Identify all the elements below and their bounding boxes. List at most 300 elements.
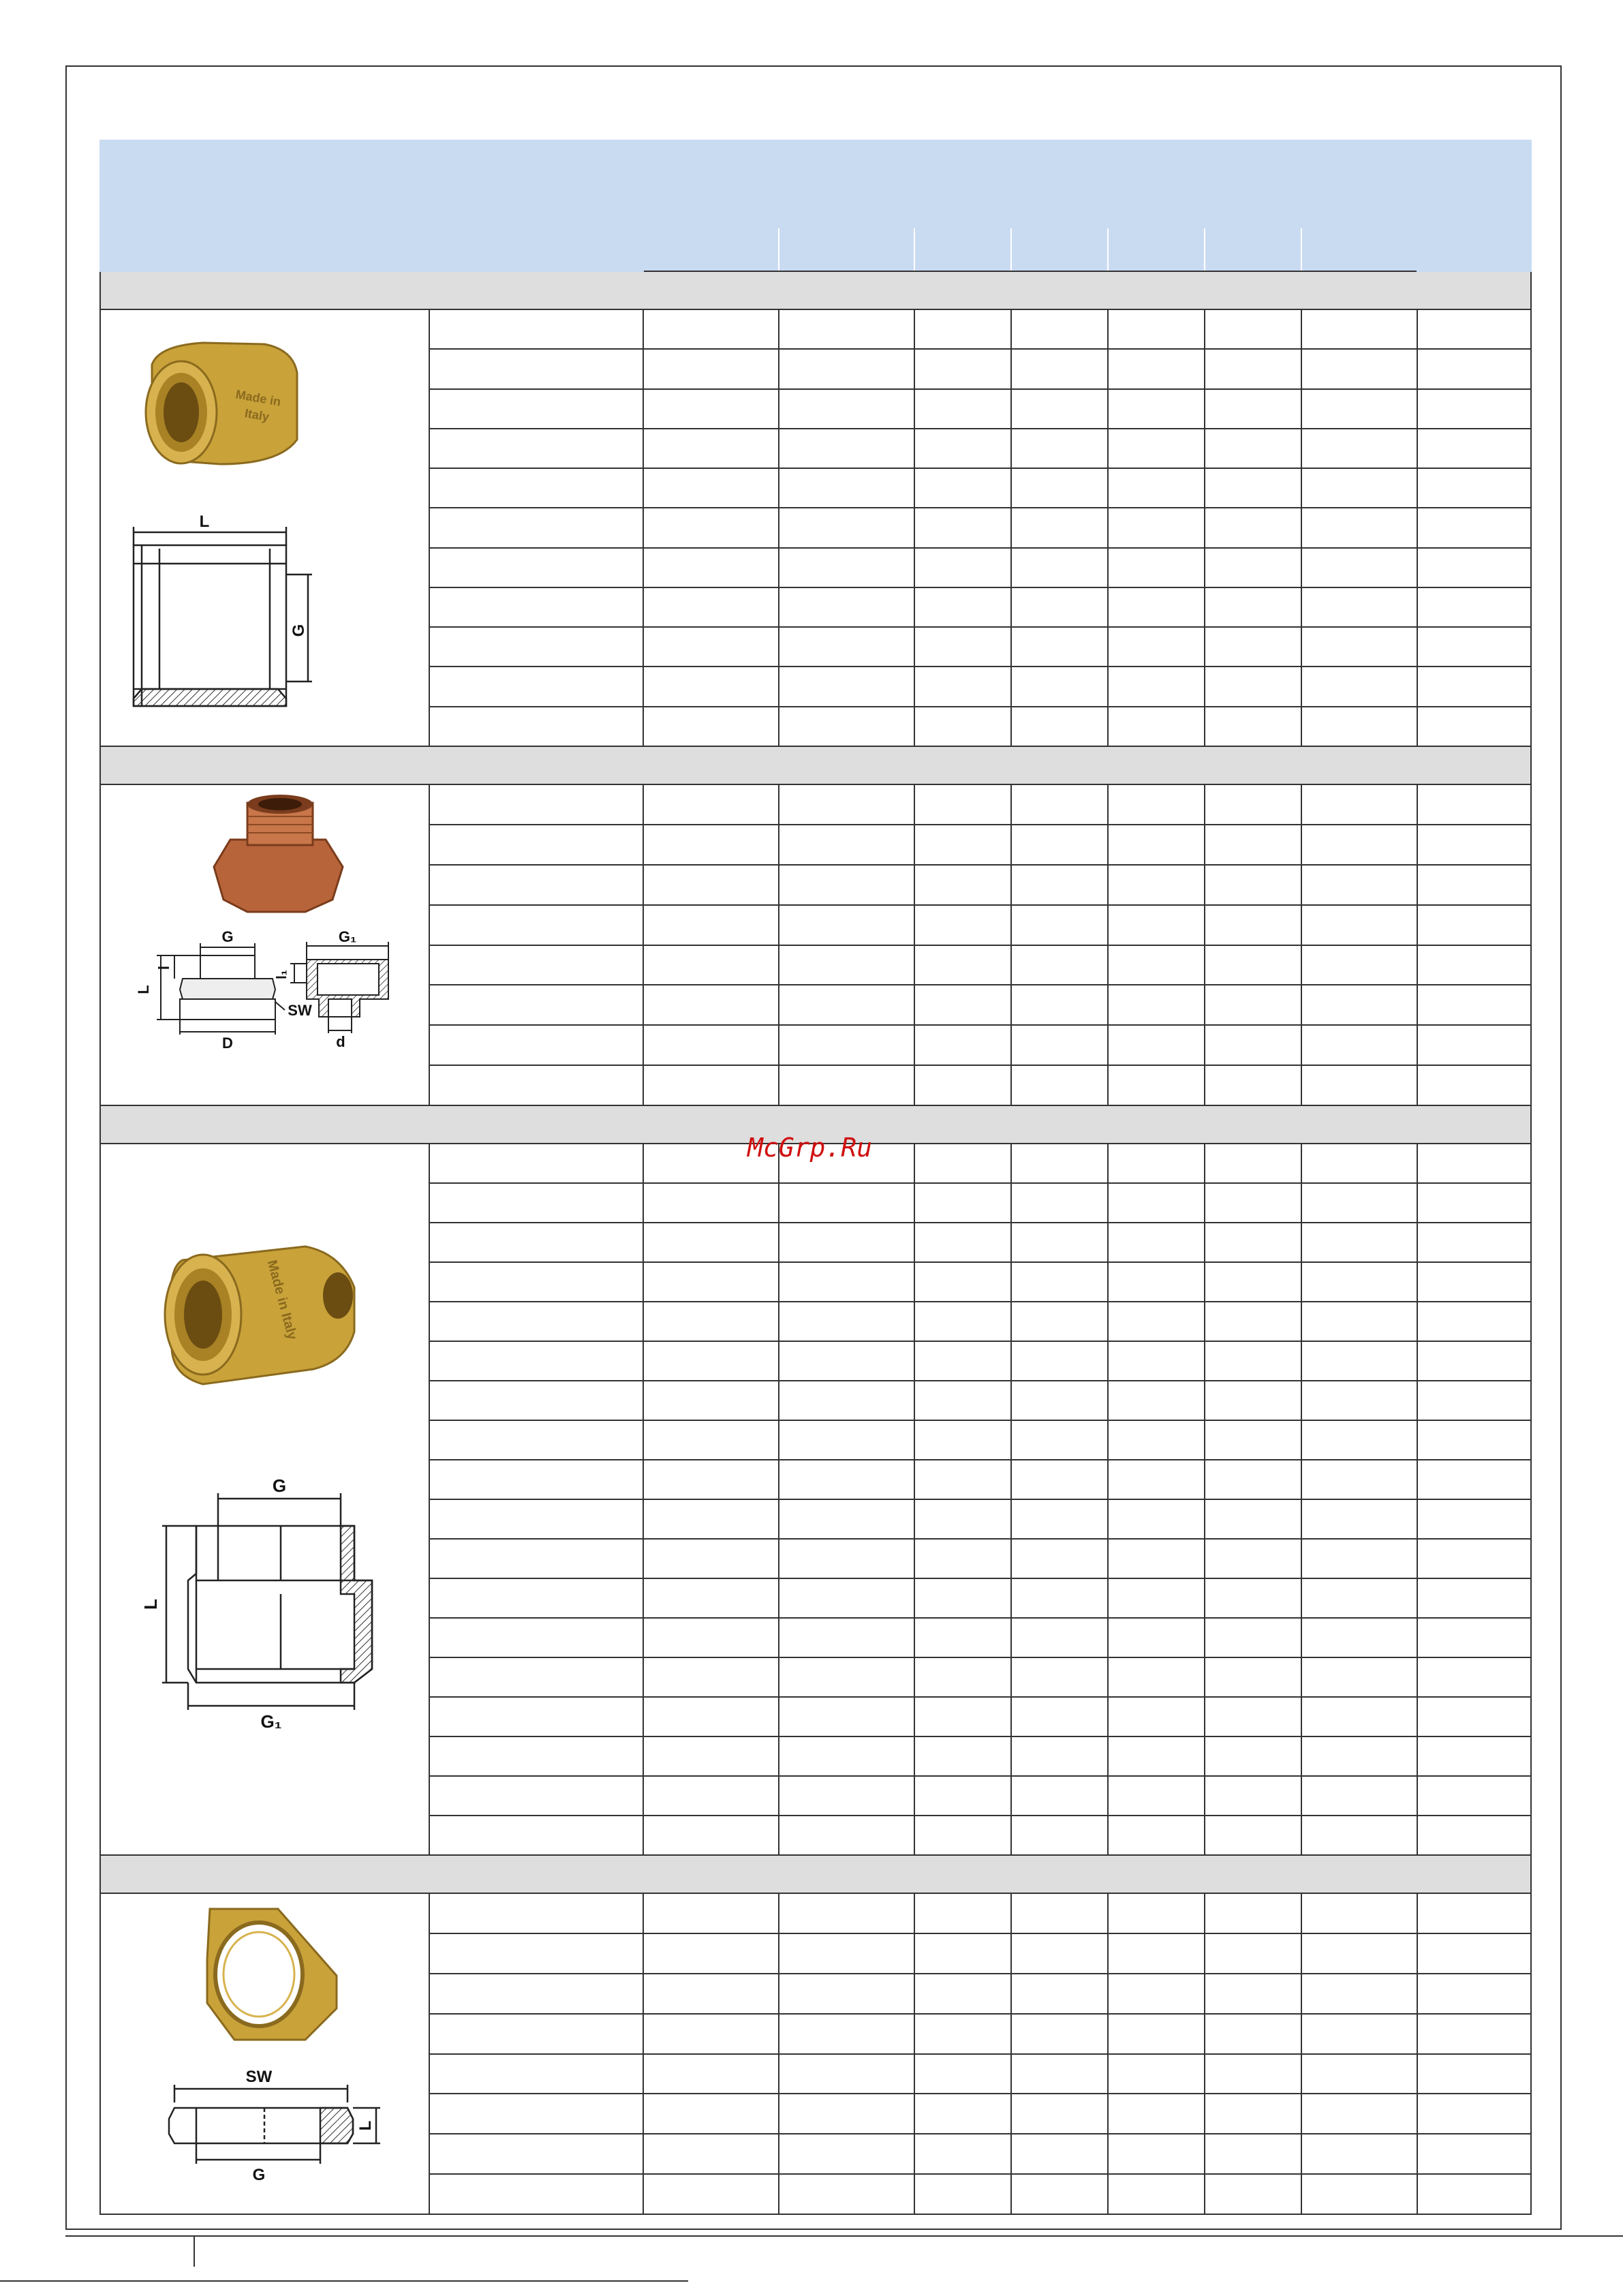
table-cell [914,707,1011,746]
table-cell [1205,945,1301,985]
table-cell [1108,1933,1205,1974]
table-cell [1417,1933,1531,1974]
table-cell [1417,2174,1531,2214]
section-title [100,271,1531,309]
table-cell [1205,667,1301,706]
dim-G: G [290,624,308,637]
lock-nut-photo [207,1909,337,2040]
table-cell [1417,784,1531,825]
table-cell [1205,1302,1301,1341]
table-cell [1205,1341,1301,1381]
table-cell [1205,468,1301,508]
table-cell [779,429,914,468]
table-cell [1417,627,1531,667]
table-cell [643,667,779,706]
table-cell [779,985,914,1025]
table-cell [643,1223,779,1262]
table-cell [429,1262,643,1302]
table-cell [1108,2054,1205,2094]
table-cell [1417,468,1531,508]
table-cell [1301,1223,1417,1262]
table-cell [643,627,779,667]
table-cell [429,1499,643,1539]
dim-d: d [336,1033,345,1050]
table-cell [914,1618,1011,1657]
table-cell [1301,2054,1417,2094]
dim-SW: SW [245,2068,273,2086]
table-cell [643,1420,779,1460]
table-cell [429,1618,643,1657]
section-title [100,746,1531,784]
table-cell [1011,429,1108,468]
table-cell [429,627,643,667]
table-cell [1108,1420,1205,1460]
table-cell [1011,2134,1108,2174]
table-cell [429,1223,643,1262]
table-cell [1417,587,1531,627]
table-cell [429,1893,643,1933]
table-cell [1108,1262,1205,1302]
table-cell [1417,508,1531,547]
table-cell [1417,865,1531,905]
table-cell [779,508,914,547]
table-cell [1011,2014,1108,2054]
table-cell [1011,389,1108,429]
table-cell [429,389,643,429]
table-cell [1205,627,1301,667]
table-cell [1108,309,1205,349]
table-cell [1417,349,1531,388]
table-cell [779,2014,914,2054]
table-cell [429,985,643,1025]
header-sub-d3 [1108,228,1205,271]
reducer-photo [165,1246,354,1384]
table-cell [1011,865,1108,905]
table-cell [1301,1499,1417,1539]
table-cell [643,1341,779,1381]
table-cell [1301,2174,1417,2214]
table-cell [643,2174,779,2214]
table-cell [779,945,914,985]
table-cell [1011,1341,1108,1381]
table-cell [1417,2134,1531,2174]
table-cell [1205,429,1301,468]
table-cell [1301,1974,1417,2014]
table-cell [429,1697,643,1736]
table-cell [1301,667,1417,706]
table-cell [1417,1183,1531,1223]
table-cell [914,1776,1011,1816]
table-cell [1108,1065,1205,1105]
coupling-section-view [134,527,312,706]
table-cell [779,1499,914,1539]
section-header-row [100,271,1531,309]
table-cell [779,1539,914,1578]
table-row [100,784,1531,825]
table-cell [1301,1657,1417,1697]
table-cell [1011,1974,1108,2014]
table-cell [779,1893,914,1933]
table-cell [1417,1223,1531,1262]
table-cell [1301,2014,1417,2054]
table-cell [643,1974,779,2014]
table-cell [1417,1578,1531,1618]
table-cell [914,865,1011,905]
dim-L: L [135,985,152,994]
reducer-drawing [101,1144,430,1850]
table-cell [779,1578,914,1618]
table-cell [914,309,1011,349]
header-product [100,140,429,271]
table-cell [914,627,1011,667]
table-cell [1011,1025,1108,1065]
table-cell [1205,1578,1301,1618]
table-cell [1108,1183,1205,1223]
table-cell [429,1341,643,1381]
table-cell [1301,985,1417,1025]
table-cell [429,1065,643,1105]
table-cell [1011,627,1108,667]
product-image-cell [100,784,429,1105]
table-cell [1205,508,1301,547]
table-cell [914,1381,1011,1420]
table-cell [1205,1223,1301,1262]
table-cell [779,548,914,587]
table-cell [914,905,1011,945]
table-cell [643,1539,779,1578]
table-cell [1417,1302,1531,1341]
table-cell [1301,1460,1417,1499]
watermark: McGrp.Ru [747,1133,873,1163]
table-cell [429,2014,643,2054]
table-cell [643,1618,779,1657]
table-cell [1011,1183,1108,1223]
table-cell [1108,429,1205,468]
table-cell [1011,985,1108,1025]
table-cell [1301,784,1417,825]
reducer-section-view [162,1493,372,1710]
table-cell [779,2094,914,2134]
table-cell [1011,2174,1108,2214]
table-cell [914,548,1011,587]
table-cell [1301,707,1417,746]
table-cell [429,2174,643,2214]
table-cell [914,1144,1011,1183]
table-cell [1011,1618,1108,1657]
table-cell [1417,1893,1531,1933]
table-cell [1417,1381,1531,1420]
table-cell [1011,1302,1108,1341]
table-cell [1417,429,1531,468]
table-cell [1108,905,1205,945]
table-cell [643,1893,779,1933]
table-cell [1205,1144,1301,1183]
table-cell [1011,587,1108,627]
table-cell [779,309,914,349]
table-cell [1108,627,1205,667]
table-cell [779,1381,914,1420]
table-cell [1108,1460,1205,1499]
table-cell [1108,508,1205,547]
table-cell [1417,1974,1531,2014]
table-cell [1301,1816,1417,1855]
table-cell [1011,548,1108,587]
table-cell [914,2014,1011,2054]
table-cell [643,1262,779,1302]
table-cell [914,2054,1011,2094]
dim-G: G [272,1475,287,1496]
table-cell [1205,1539,1301,1578]
table-cell [1417,945,1531,985]
table-cell [1417,1618,1531,1657]
table-cell [1417,1499,1531,1539]
table-cell [1301,1025,1417,1065]
table-cell [643,985,779,1025]
table-cell [779,1025,914,1065]
table-cell [1011,349,1108,388]
table-cell [1108,1578,1205,1618]
dim-G: G [221,928,234,945]
table-cell [429,1381,643,1420]
table-cell [643,468,779,508]
table-cell [1108,784,1205,825]
table-cell [1205,1893,1301,1933]
table-cell [1417,1025,1531,1065]
table-cell [779,667,914,706]
table-cell [1205,1657,1301,1697]
table-cell [779,2054,914,2094]
table-cell [643,429,779,468]
table-cell [1301,865,1417,905]
table-cell [1301,548,1417,587]
table-cell [1301,309,1417,349]
table-cell [1108,1736,1205,1776]
stamp-line-1: Made in [234,387,282,409]
table-cell [1205,784,1301,825]
table-cell [1301,1341,1417,1381]
dim-l1: l₁ [275,970,290,979]
table-cell [1205,1381,1301,1420]
table-cell [1417,985,1531,1025]
table-cell [1205,1499,1301,1539]
table-cell [914,508,1011,547]
table-cell [1417,1657,1531,1697]
header-thread-group [643,140,914,228]
table-cell [914,389,1011,429]
table-cell [1417,707,1531,746]
table-cell [1011,1933,1108,1974]
table-cell [1108,1776,1205,1816]
table-cell [1108,825,1205,865]
table-cell [1205,1974,1301,2014]
hex-nipple-views [157,942,388,1035]
table-cell [1205,707,1301,746]
table-cell [643,1499,779,1539]
table-cell [643,2094,779,2134]
table-cell [1205,1262,1301,1302]
table-cell [914,587,1011,627]
table-cell [1301,1697,1417,1736]
header-sub-d1 [914,228,1011,271]
section-header-row [100,1855,1531,1893]
table-cell [1108,707,1205,746]
table-cell [643,587,779,627]
table-cell [643,784,779,825]
table-cell [779,1697,914,1736]
table-cell [429,707,643,746]
table-cell [779,1974,914,2014]
table-cell [1205,2174,1301,2214]
table-cell [1205,389,1301,429]
table-cell [779,1183,914,1223]
table-cell [914,945,1011,985]
table-cell [1108,1302,1205,1341]
table-cell [779,1262,914,1302]
table-cell [914,1025,1011,1065]
table-cell [1108,548,1205,587]
table-cell [1011,1420,1108,1460]
table-cell [1108,1974,1205,2014]
table-cell [914,1933,1011,1974]
table-cell [643,1816,779,1855]
table-cell [1417,309,1531,349]
table-cell [1011,1499,1108,1539]
table-cell [1301,905,1417,945]
table-cell [1011,1381,1108,1420]
table-cell [429,468,643,508]
table-cell [429,508,643,547]
table-cell [1011,1578,1108,1618]
table-cell [1205,1460,1301,1499]
table-cell [1108,1816,1205,1855]
table-cell [643,905,779,945]
table-cell [779,389,914,429]
table-cell [429,1736,643,1776]
table-cell [643,349,779,388]
table-cell [779,707,914,746]
table-cell [1011,1144,1108,1183]
table-cell [1417,1262,1531,1302]
table-cell [1301,1933,1417,1974]
table-cell [429,2094,643,2134]
table-cell [1205,1697,1301,1736]
table-cell [643,2014,779,2054]
table-cell [779,784,914,825]
table-cell [914,468,1011,508]
table-cell [1205,865,1301,905]
table-cell [1301,587,1417,627]
table-cell [1417,2094,1531,2134]
table-cell [643,309,779,349]
table-cell [779,825,914,865]
table-cell [779,1460,914,1499]
table-cell [779,2174,914,2214]
table-cell [1301,1776,1417,1816]
table-cell [914,1302,1011,1341]
table-cell [643,865,779,905]
table-cell [1301,1183,1417,1223]
table-cell [1301,1302,1417,1341]
dim-L: L [199,512,210,531]
table-cell [1011,1223,1108,1262]
table-cell [1011,707,1108,746]
table-cell [1011,2094,1108,2134]
table-cell [1205,309,1301,349]
table-cell [914,1539,1011,1578]
table-cell [1301,2094,1417,2134]
table-cell [1011,667,1108,706]
table-cell [779,1341,914,1381]
table-cell [1301,1381,1417,1420]
footer-rule [195,2235,1623,2237]
table-cell [914,1736,1011,1776]
table-cell [1205,1933,1301,1974]
header-code [429,140,643,271]
table-cell [1301,1262,1417,1302]
table-cell [1108,667,1205,706]
table-cell [914,1420,1011,1460]
table-cell [1205,1816,1301,1855]
table-body [100,271,1531,2214]
table-cell [1108,587,1205,627]
table-cell [914,1816,1011,1855]
table-cell [1011,1262,1108,1302]
table-cell [1301,1736,1417,1776]
table-cell [914,1460,1011,1499]
table-cell [429,1776,643,1816]
table-cell [779,468,914,508]
header-sub-g [643,228,779,271]
table-cell [429,784,643,825]
table-cell [779,1736,914,1776]
table-cell [914,1893,1011,1933]
table-cell [1108,985,1205,1025]
table-cell [429,1578,643,1618]
table-cell [1301,389,1417,429]
dim-G1: G₁ [338,928,357,945]
table-cell [1108,1341,1205,1381]
hex-nipple-drawing [101,785,430,1100]
table-cell [1108,1381,1205,1420]
table-cell [429,1933,643,1974]
table-cell [1011,1065,1108,1105]
dim-SW: SW [288,1002,312,1019]
bottom-rule [0,2280,688,2282]
table-cell [1108,1223,1205,1262]
table-cell [914,985,1011,1025]
table-cell [1205,825,1301,865]
header-sub-d2 [1011,228,1108,271]
table-cell [914,667,1011,706]
table-cell [779,627,914,667]
stamp: Made in Italy [264,1258,300,1342]
footer-tab [65,2235,195,2267]
table-cell [914,349,1011,388]
table-cell [1108,1025,1205,1065]
table-cell [1205,2134,1301,2174]
table-cell [643,945,779,985]
table-cell [1417,1736,1531,1776]
coupling-photo [146,343,297,464]
table-cell [1108,2134,1205,2174]
table-cell [779,1933,914,1974]
table-cell [1108,1697,1205,1736]
header-sub-d4 [1205,228,1301,271]
table-cell [779,1816,914,1855]
spec-table [99,140,1532,2215]
table-cell [429,945,643,985]
table-cell [643,2054,779,2094]
